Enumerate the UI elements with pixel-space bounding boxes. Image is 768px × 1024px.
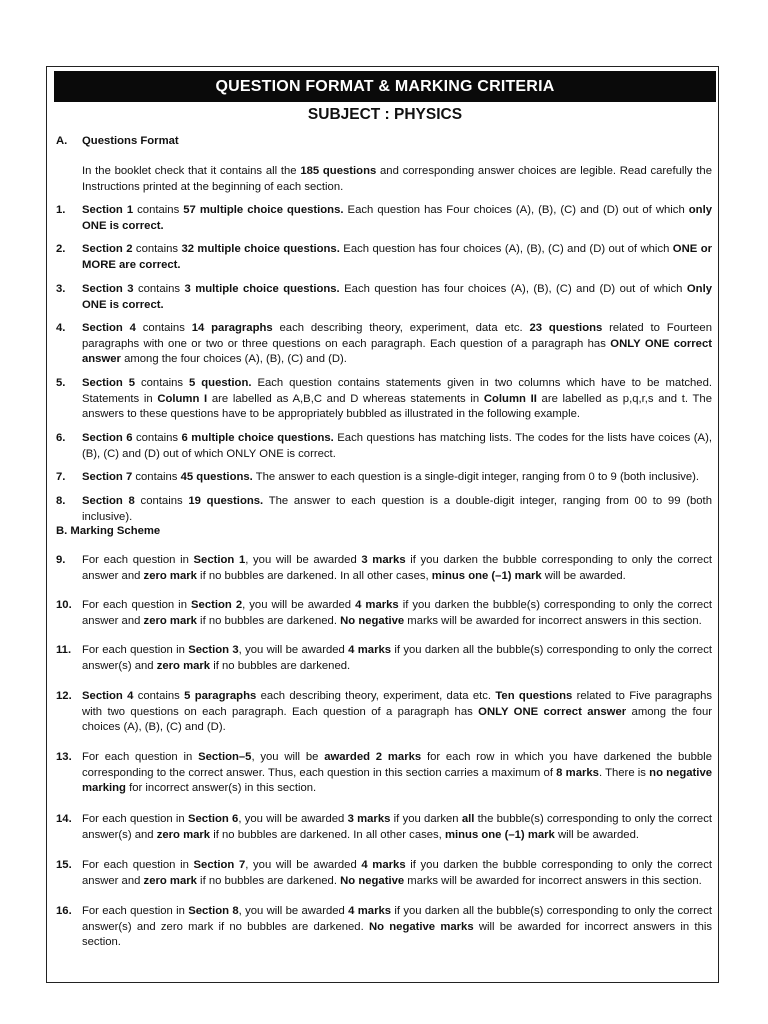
item-number: 9. (56, 554, 66, 566)
text-run: each describing theory, experiment, data etc. (272, 322, 530, 334)
item-text (82, 376, 712, 423)
text-run: are labelled as p,q,r,s and t. The answers to these questions have to be appropriately bubbled as illustrated in the following example. (82, 392, 712, 421)
text-run: if you darken all the bubble(s) corresponding to only the correct answer(s) and (82, 644, 712, 672)
text-run: For each question in (82, 644, 189, 656)
text-run: if no bubbles are darkened. (196, 874, 341, 887)
bold-text-run: only ONE is correct. (82, 204, 712, 232)
text-run: the bubble(s) corresponding to only the correct answer(s) and (82, 813, 712, 841)
item-number: 12. (56, 690, 72, 702)
bold-text-run: Section 7 (193, 859, 246, 871)
bold-text-run: zero mark (156, 828, 211, 841)
bold-text-run: Section 1 (193, 554, 246, 566)
item-text (82, 321, 712, 368)
bold-text-run: Ten questions (495, 690, 573, 702)
text-run: if no bubbles are darkened. In all other cases, (210, 828, 445, 841)
text-run: contains (133, 283, 185, 295)
item-number: 6. (56, 432, 66, 444)
bold-text-run: 3 multiple choice questions. (184, 283, 340, 295)
text-run: For each question in (82, 905, 189, 917)
bold-text-run: 4 marks (348, 644, 392, 656)
text-run: contains (135, 377, 190, 389)
item-number: 16. (56, 905, 72, 917)
text-run: For each question in (82, 751, 199, 763)
item-text (82, 282, 712, 313)
bold-text-run: 57 multiple choice questions. (183, 204, 344, 216)
text-run: , you will be awarded (242, 599, 356, 611)
text-run: will be awarded. (541, 569, 626, 582)
text-run: if you darken all the bubble(s) corresponding to only the correct answer(s) and zero mark if no bubbles are darkened. (82, 905, 712, 933)
text-run: if you darken the bubble(s) corresponding to only the correct answer and (82, 599, 712, 627)
text-run: , you will be (251, 751, 325, 763)
text-run: , you will be awarded (245, 554, 362, 566)
bold-text-run: Section 2 (191, 599, 243, 611)
bold-text-run: 23 questions (529, 322, 603, 334)
subject-heading: SUBJECT : PHYSICS (307, 106, 463, 123)
bold-text-run: No negative (340, 614, 405, 627)
item-text (82, 689, 712, 736)
text-run: marks will be awarded for incorrect answers in this section. (404, 614, 702, 627)
text-run: contains (132, 432, 182, 444)
section-b-title: B. Marking Scheme (56, 525, 161, 537)
bold-text-run: 45 questions. (180, 471, 253, 483)
bold-text-run: zero mark (143, 569, 197, 582)
bold-text-run: 32 multiple choice questions. (181, 243, 340, 255)
section-a-title: Questions Format (82, 135, 179, 147)
item-text (82, 812, 712, 843)
bold-text-run: 4 marks (355, 599, 399, 611)
bold-text-run: zero mark (156, 659, 211, 672)
item-number: 13. (56, 751, 72, 763)
text-run: For each question in (82, 599, 191, 611)
bold-text-run: awarded 2 marks (324, 751, 422, 763)
item-number: 3. (56, 283, 66, 295)
text-run: In the booklet check that it contains all the (82, 165, 301, 177)
bold-text-run: 14 paragraphs (191, 322, 273, 334)
text-run: contains (134, 495, 189, 507)
text-run: if no bubbles are darkened. (210, 659, 351, 672)
bold-text-run: all (461, 813, 475, 825)
item-text (82, 598, 712, 629)
bold-text-run: 5 question. (189, 377, 252, 389)
item-text (82, 431, 712, 462)
text-run: will be awarded for incorrect answers in this section. (82, 920, 713, 949)
bold-text-run: 185 questions (300, 165, 377, 177)
text-run: Each question has four choices (A), (B), (C) and (D) out of which (339, 283, 687, 295)
text-run: , you will be awarded (245, 859, 362, 871)
text-run: Each question has four choices (A), (B), (C) and (D) out of which (339, 243, 673, 255)
bold-text-run: Section 6 (187, 813, 239, 825)
item-number: 10. (56, 599, 72, 611)
text-run: The answer to each question is a single-digit integer, ranging from 0 to 9 (both inclusive). (252, 471, 700, 483)
bold-text-run: zero mark (143, 874, 197, 887)
bold-text-run: Only ONE is correct. (82, 283, 712, 311)
item-number: 2. (56, 243, 66, 255)
bold-text-run: 3 marks (361, 554, 406, 566)
text-run: among the four choices (A), (B), (C) and (D). (82, 705, 713, 734)
text-run: For each question in (82, 813, 188, 825)
text-run: The answer to each question is a double-digit integer, ranging from 00 to 99 (both inclusive). (82, 495, 712, 523)
bold-text-run: Section 6 (82, 432, 133, 444)
text-run: , you will be awarded (238, 644, 349, 656)
bold-text-run: 8 marks (556, 766, 599, 779)
item-text (82, 203, 712, 234)
bold-text-run: Column II (483, 392, 537, 405)
text-run: Each question has Four choices (A), (B), (C) and (D) out of which (343, 204, 689, 216)
text-run: will be awarded. (554, 828, 639, 841)
bold-text-run: Section 2 (82, 243, 133, 255)
text-run: For each question in (82, 554, 194, 566)
text-run: each describing theory, experiment, data etc. (256, 690, 496, 702)
item-text (82, 750, 712, 797)
bold-text-run: Section 4 (82, 322, 136, 334)
text-run: contains (135, 322, 192, 334)
bold-text-run: Section 5 (82, 377, 136, 389)
item-number: 11. (56, 644, 72, 656)
bold-text-run: Section 1 (82, 204, 134, 216)
bold-text-run: Section 7 (82, 471, 133, 483)
text-run: contains (132, 243, 182, 255)
bold-text-run: Section 8 (188, 905, 239, 917)
text-run: if you darken (390, 813, 462, 825)
intro-text (82, 164, 712, 195)
bold-text-run: Section 8 (82, 495, 135, 507)
text-run: . There is (598, 766, 650, 779)
bold-text-run: ONLY ONE correct answer (82, 337, 713, 366)
text-run: if no bubbles are darkened. In all other cases, (196, 569, 432, 582)
section-a-letter: A. (56, 135, 68, 147)
item-number: 14. (56, 813, 72, 825)
text-run: for incorrect answer(s) in this section. (125, 782, 317, 795)
item-text (82, 643, 712, 674)
item-text (82, 242, 712, 273)
bold-text-run: minus one (–1) mark (444, 828, 555, 841)
bold-text-run: minus one (–1) mark (431, 569, 542, 582)
text-run: if you darken the bubble corresponding to only the correct answer and (82, 859, 712, 887)
text-run: related to Five paragraphs with two questions on each paragraph. Each question of a paragraph has (82, 690, 712, 718)
text-run: Each questions has matching lists. The codes for the lists have coices (A), (B), (C) and (D) out of which ONLY ONE is correct. (82, 432, 712, 460)
bold-text-run: Section–5 (198, 751, 252, 763)
bold-text-run: Section 4 (82, 690, 134, 702)
text-run: for each row in which you have darkened the bubble corresponding to the correct answer. Thus, each question in this section carries a maximum of (82, 751, 712, 779)
text-run: related to Fourteen paragraphs with one or two or three questions on each paragraph. Each question of a paragraph has (82, 322, 713, 350)
text-run: For each question in (82, 859, 194, 871)
bold-text-run: 4 marks (361, 859, 406, 871)
bold-text-run: No negative (340, 874, 405, 887)
bold-text-run: Section 3 (188, 644, 239, 656)
item-number: 5. (56, 377, 66, 389)
item-number: 1. (56, 204, 66, 216)
text-run: if no bubbles are darkened. (196, 614, 341, 627)
text-run: are labelled as A,B,C and D whereas statements in (207, 392, 484, 405)
item-text (82, 470, 712, 486)
bold-text-run: 19 questions. (188, 495, 264, 507)
text-run: marks will be awarded for incorrect answers in this section. (404, 874, 702, 887)
bold-text-run: ONLY ONE correct answer (478, 705, 627, 718)
item-number: 8. (56, 495, 66, 507)
text-run: contains (132, 471, 181, 483)
bold-text-run: Column I (157, 392, 208, 405)
text-run: and corresponding answer choices are legible. Read carefully the Instructions printed at the beginning of each section. (82, 165, 712, 193)
section-b-heading (56, 524, 712, 540)
text-run: , you will be awarded (238, 813, 348, 825)
bold-text-run: No negative marks (368, 920, 474, 933)
text-run: Each question contains statements given in two columns which have to be matched. Statements in (82, 377, 712, 405)
bold-text-run: 3 marks (347, 813, 391, 825)
bold-text-run: 6 multiple choice questions. (181, 432, 334, 444)
item-number: 15. (56, 859, 72, 871)
item-text (82, 858, 712, 889)
text-run: among the four choices (A), (B), (C) and (D). (120, 353, 347, 366)
item-text (82, 904, 712, 951)
text-run: , you will be awarded (238, 905, 349, 917)
bold-text-run: Section 3 (82, 283, 134, 295)
text-run: contains (133, 204, 184, 216)
bold-text-run: ONE or MORE are correct. (82, 243, 712, 271)
item-number: 4. (56, 322, 66, 334)
bold-text-run: 5 paragraphs (184, 690, 257, 702)
text-run: if you darken the bubble corresponding to only the correct answer and (82, 554, 712, 582)
bold-text-run: zero mark (143, 614, 197, 627)
text-run: contains (133, 690, 185, 702)
bold-text-run: no negative marking (82, 766, 713, 795)
item-number: 7. (56, 471, 66, 483)
page-title-banner: QUESTION FORMAT & MARKING CRITERIA (54, 71, 716, 102)
item-text (82, 494, 712, 525)
bold-text-run: 4 marks (348, 905, 392, 917)
item-text (82, 553, 712, 584)
